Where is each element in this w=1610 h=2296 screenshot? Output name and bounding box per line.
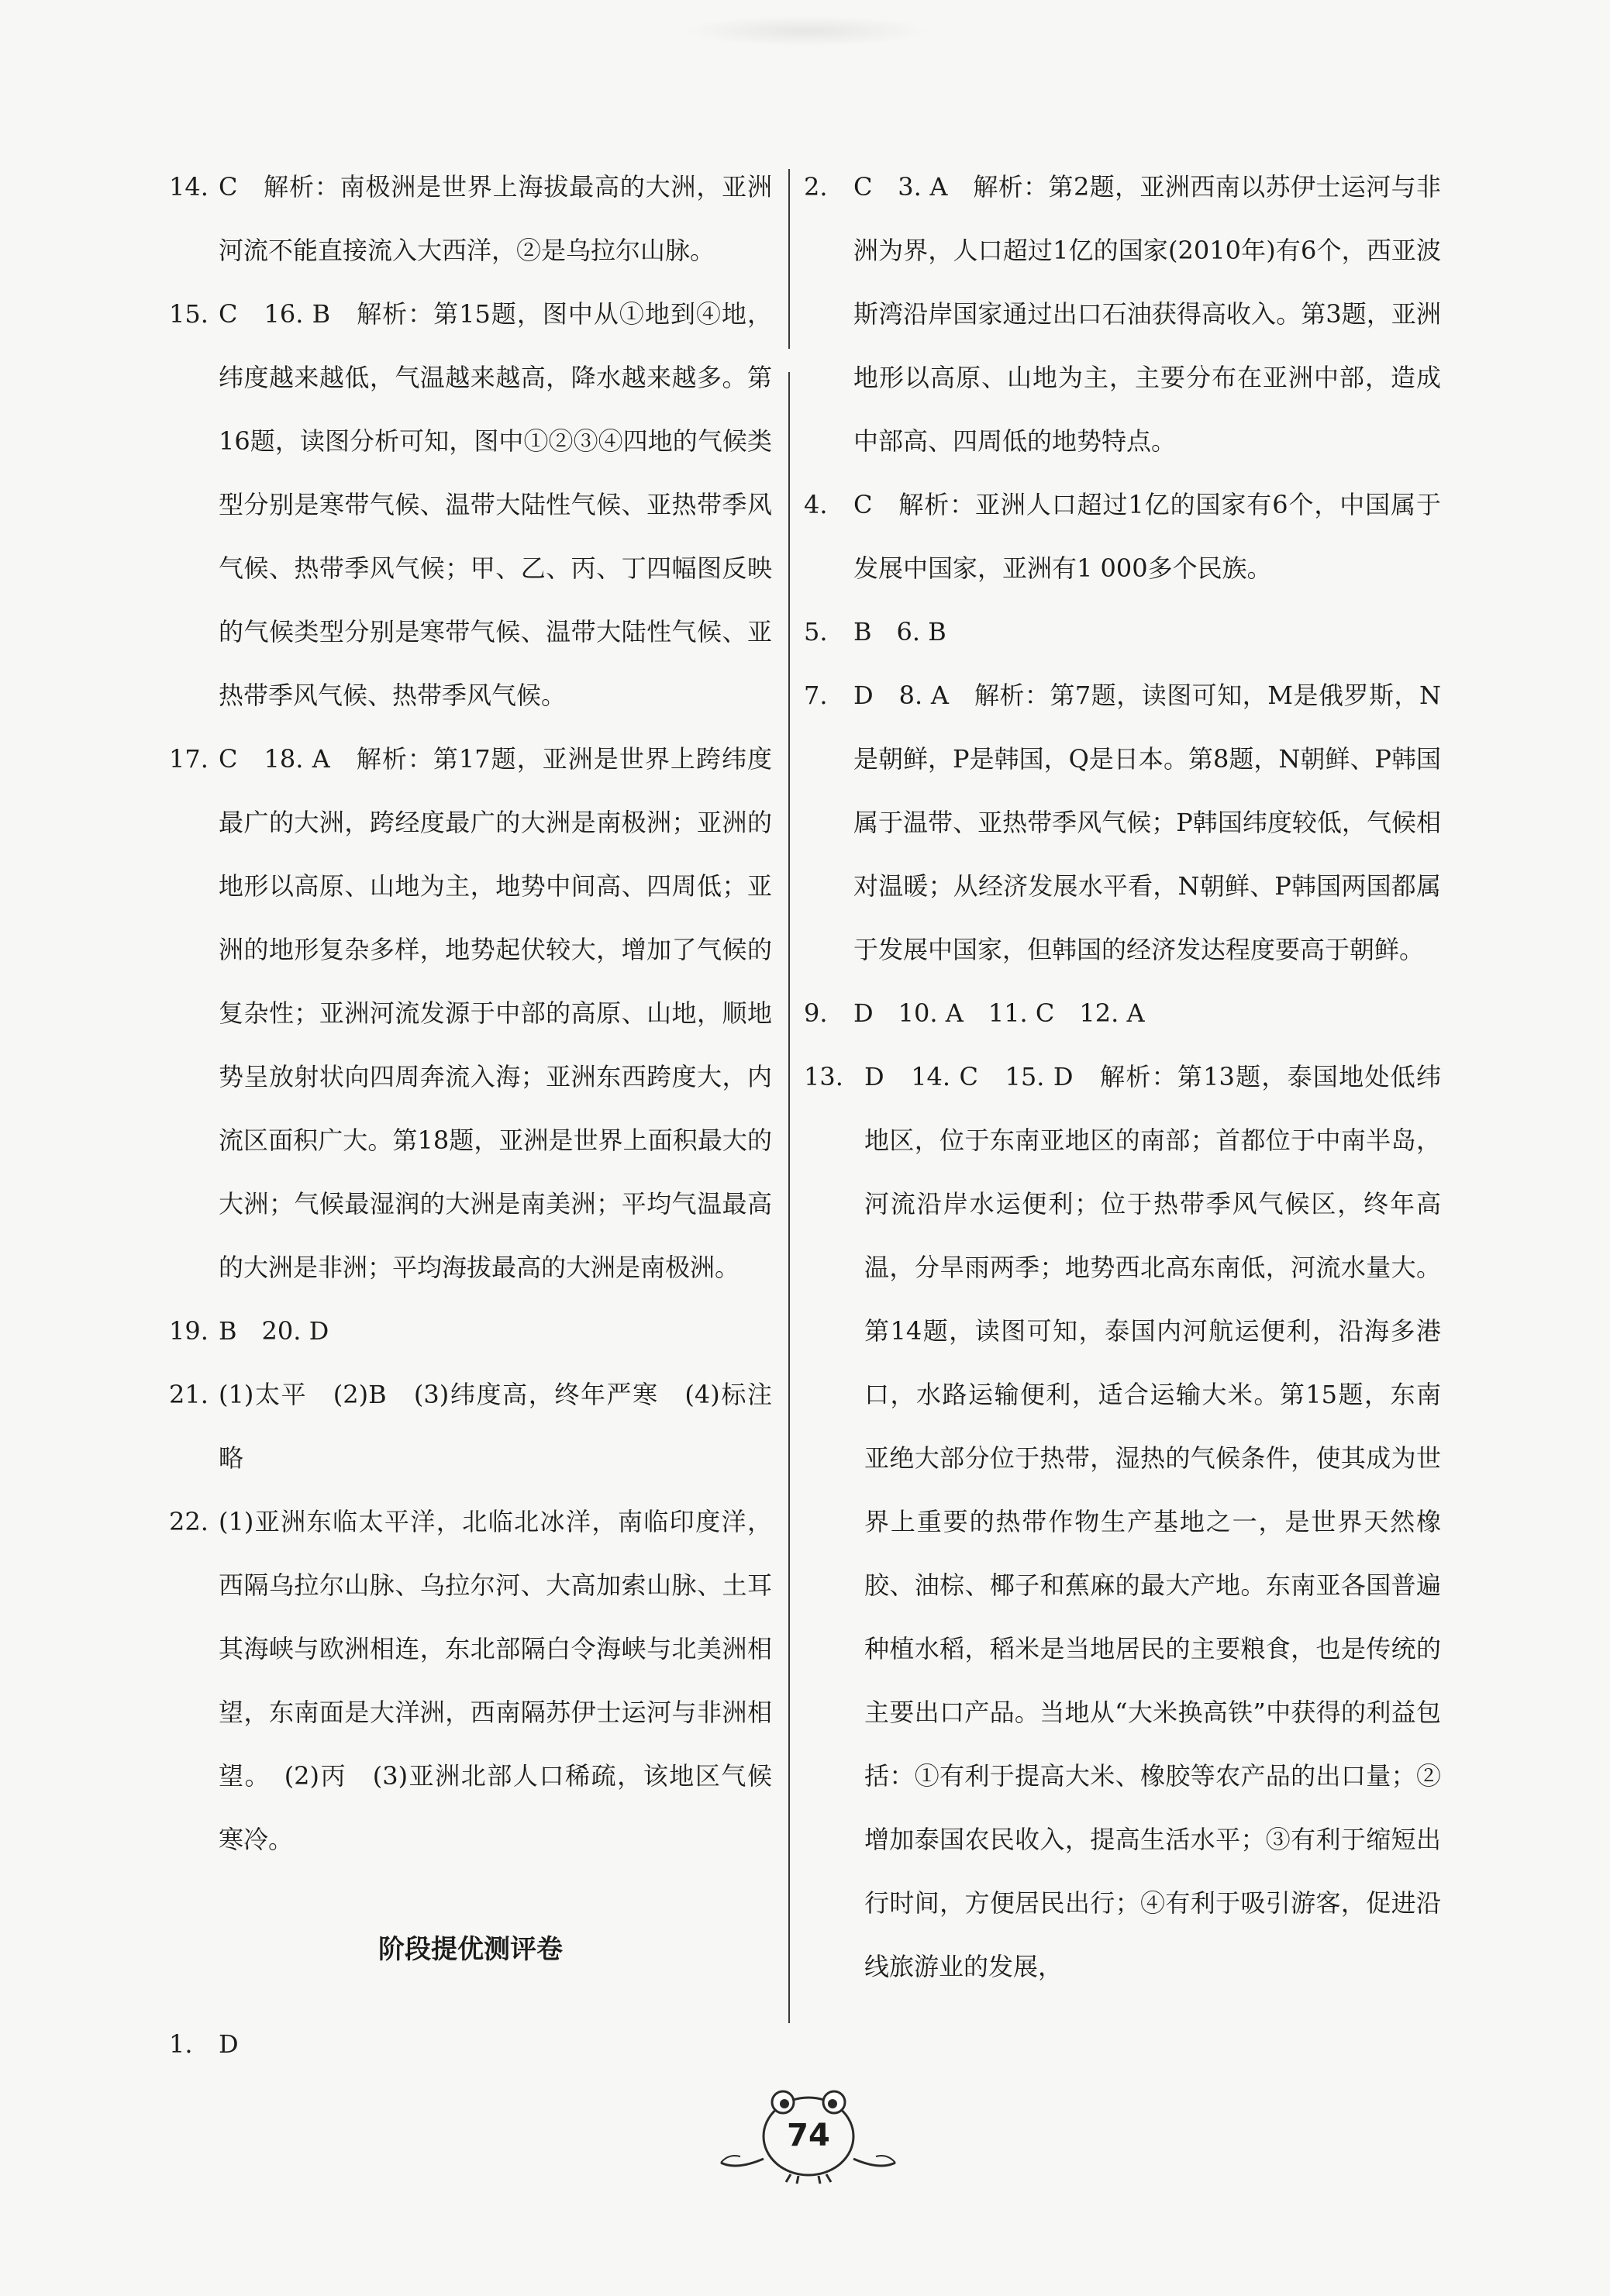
answer-text: C 16. B 解析：第15题，图中从①地到④地，纬度越来越低，气温越来越高，降水越来越多。第16题，读图分析可知，图中①②③④四地的气候类型分别是寒带气候、温带大陆性气候、亚热带季风气候、热带季风气候；甲、乙、丙、丁四幅图反映的气候类型分别是寒带气候、温带大陆性气候、亚热带季风气候、热带季风气候。 xyxy=(219,299,772,710)
answer-text: C 解析：亚洲人口超过1亿的国家有6个，中国属于发展中国家，亚洲有1 000多个民族。 xyxy=(853,490,1441,583)
column-divider-bottom xyxy=(788,372,790,2023)
question-number: 22. xyxy=(169,1507,209,1536)
answer-item xyxy=(804,1045,1441,1998)
answer-text: (1)太平 (2)B (3)纬度高，终年严寒 (4)标注略 xyxy=(219,1380,772,1473)
question-number: 7. xyxy=(804,681,828,710)
answer-text: D xyxy=(219,2029,239,2059)
answer-item xyxy=(169,1299,772,1363)
column-divider-top xyxy=(788,169,790,349)
answer-text: C 3. A 解析：第2题，亚洲西南以苏伊士运河与非洲为界，人口超过1亿的国家(2010年)有6个，西亚波斯湾沿岸国家通过出口石油获得高收入。第3题，亚洲地形以高原、山地为主，主要分布在亚洲中部，造成中部高、四周低的地势特点。 xyxy=(853,172,1441,456)
answer-item xyxy=(804,664,1441,981)
question-number: 4. xyxy=(804,490,828,519)
page-number-mascot xyxy=(705,2085,907,2186)
answer-item xyxy=(804,981,1441,1045)
question-number: 14. xyxy=(169,172,209,202)
answer-text: B 20. D xyxy=(219,1316,329,1346)
answer-item xyxy=(804,473,1441,600)
answer-item xyxy=(169,1363,772,1490)
page-number: 74 xyxy=(787,2118,830,2153)
question-number: 15. xyxy=(169,299,209,329)
answer-text: C 18. A 解析：第17题，亚洲是世界上跨纬度最广的大洲，跨经度最广的大洲是南极洲；亚洲的地形以高原、山地为主，地势中间高、四周低；亚洲的地形复杂多样，地势起伏较大，增加了气候的复杂性；亚洲河流发源于中部的高原、山地，顺地势呈放射状向四周奔流入海；亚洲东西跨度大，内流区面积广大。第18题，亚洲是世界上面积最大的大洲；气候最湿润的大洲是南美洲；平均气温最高的大洲是非洲；平均海拔最高的大洲是南极洲。 xyxy=(219,744,772,1282)
answer-item xyxy=(804,600,1441,664)
answer-item xyxy=(169,1490,772,1871)
answer-text: D 14. C 15. D 解析：第13题，泰国地处低纬地区，位于东南亚地区的南部；首都位于中南半岛，河流沿岸水运便利；位于热带季风气候区，终年高温，分旱雨两季；地势西北高东南低，河流水量大。第14题，读图可知，泰国内河航运便利，沿海多港口，水路运输便利，适合运输大米。第15题，东南亚绝大部分位于热带，湿热的气候条件，使其成为世界上重要的热带作物生产基地之一，是世界天然橡胶、油棕、椰子和蕉麻的最大产地。东南亚各国普遍种植水稻，稻米是当地居民的主要粮食，也是传统的主要出口产品。当地从“大米换高铁”中获得的利益包括：①有利于提高大米、橡胶等农产品的出口量；②增加泰国农民收入，提高生活水平；③有利于缩短出行时间，方便居民出行；④有利于吸引游客，促进沿线旅游业的发展， xyxy=(864,1062,1441,1981)
answer-item xyxy=(804,155,1441,473)
answer-text: D 10. A 11. C 12. A xyxy=(853,998,1145,1028)
question-number: 2. xyxy=(804,172,828,202)
answer-item xyxy=(169,282,772,727)
left-column xyxy=(169,155,772,2076)
question-number: 19. xyxy=(169,1316,209,1346)
answer-item xyxy=(169,155,772,282)
scan-smudge xyxy=(682,16,930,47)
right-column xyxy=(804,155,1441,1998)
answer-text: B 6. B xyxy=(853,617,946,646)
answer-item xyxy=(169,2012,772,2076)
question-number: 1. xyxy=(169,2029,193,2059)
question-number: 9. xyxy=(804,998,828,1028)
answer-text: D 8. A 解析：第7题，读图可知，M是俄罗斯，N是朝鲜，P是韩国，Q是日本。第8题，N朝鲜、P韩国属于温带、亚热带季风气候；P韩国纬度较低，气候相对温暖；从经济发展水平看，N朝鲜、P韩国两国都属于发展中国家，但韩国的经济发达程度要高于朝鲜。 xyxy=(853,681,1441,964)
question-number: 21. xyxy=(169,1380,209,1409)
answer-item xyxy=(169,727,772,1299)
answer-text: C 解析：南极洲是世界上海拔最高的大洲，亚洲河流不能直接流入大西洋，②是乌拉尔山脉。 xyxy=(219,172,772,265)
section-title: 阶段提优测评卷 xyxy=(378,1934,563,1965)
question-number: 17. xyxy=(169,744,209,774)
question-number: 13. xyxy=(804,1062,843,1091)
question-number: 5. xyxy=(804,617,828,646)
answer-text: (1)亚洲东临太平洋，北临北冰洋，南临印度洋，西隔乌拉尔山脉、乌拉尔河、大高加索山脉、土耳其海峡与欧洲相连，东北部隔白令海峡与北美洲相望，东南面是大洋洲，西南隔苏伊士运河与非洲相望。 (2)丙 (3)亚洲北部人口稀疏，该地区气候寒冷。 xyxy=(219,1507,772,1854)
